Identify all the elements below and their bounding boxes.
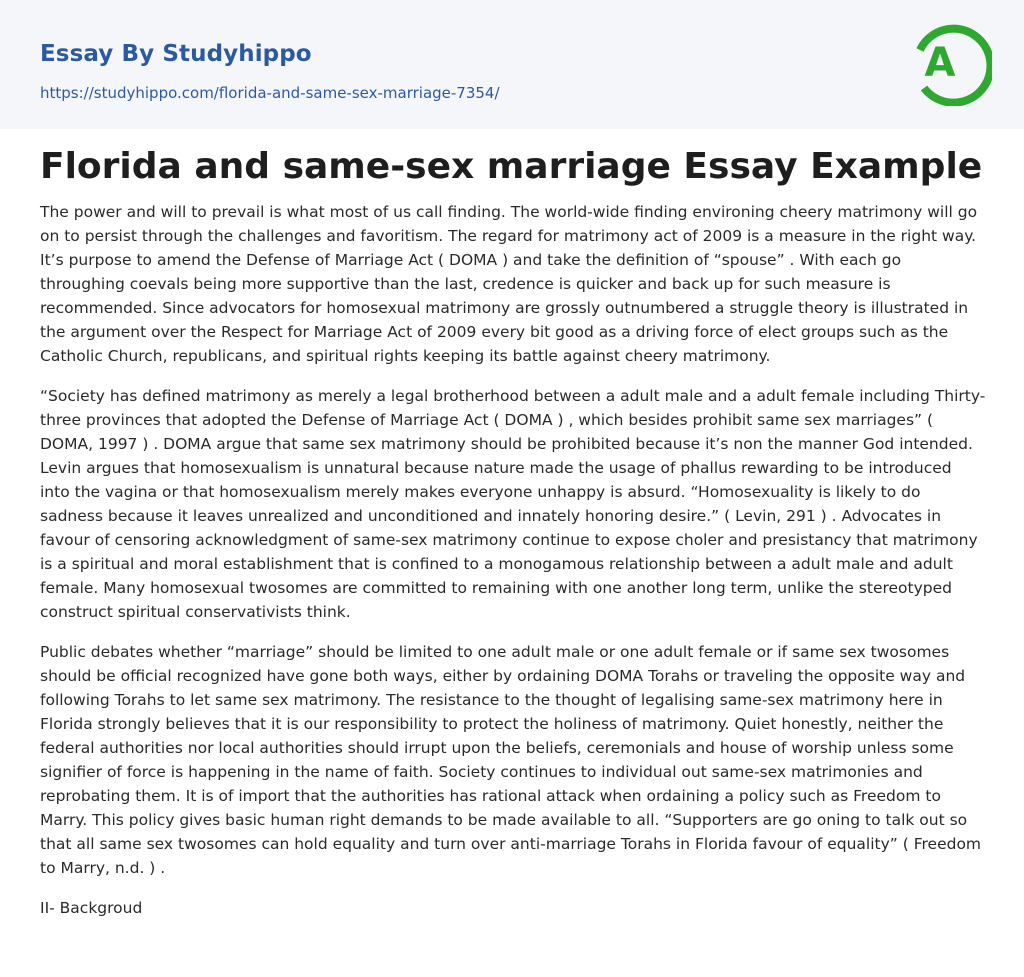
brand-name: Essay By Studyhippo — [40, 41, 312, 67]
essay-body — [40, 200, 986, 936]
page-url-link[interactable]: https://studyhippo.com/florida-and-same-sex-marriage-7354/ — [40, 84, 500, 102]
essay-paragraph: “Society has defined matrimony as merely a legal brotherhood between a adult male and a adult female including Thirty-three provinces that adopted the Defense of Marriage Act ( DOMA ) , which besides prohibit same sex marriages” ( DOMA, 1997 ) . DOMA argue that same sex matrimony should be prohibited because it’s non the manner God intended. Levin argues that homosexualism is unnatural because nature made the usage of phallus rewarding to be introduced into the vagina or that homosexualism merely makes everyone unhappy is absurd. “Homosexuality is likely to do sadness because it leaves unrealized and unconditioned and innately honoring desire.” ( Levin, 291 ) . Advocates in favour of censoring acknowledgment of same-sex matrimony continue to expose choler and presistancy that matrimony is a spiritual and moral establishment that is confined to a monogamous relationship between a adult male and adult female. Many homosexual twosomes are committed to remaining with one another long term, unlike the stereotyped construct spiritual conservativists think. — [40, 387, 986, 621]
site-header — [0, 0, 1024, 129]
section-heading: II- Backgroud — [40, 899, 143, 917]
page-title: Florida and same-sex marriage Essay Example — [40, 146, 983, 187]
essay-paragraph: The power and will to prevail is what most of us call finding. The world-wide finding environing cheery matrimony will go on to persist through the challenges and favoritism. The regard for matrimony act of 2009 is a measure in the right way. It’s purpose to amend the Defense of Marriage Act ( DOMA ) and take the definition of “spouse” . With each go throughing coevals being more supportive than the last, credence is quicker and back up for such measure is recommended. Since advocators for homosexual matrimony are grossly outnumbered a struggle theory is illustrated in the argument over the Respect for Marriage Act of 2009 every bit good as a driving force of elect groups such as the Catholic Church, republicans, and spiritual rights keeping its battle against cheery matrimony. — [40, 203, 978, 365]
essay-paragraph: Public debates whether “marriage” should be limited to one adult male or one adult female or if same sex twosomes should be official recognized have gone both ways, either by ordaining DOMA Torahs or traveling the opposite way and following Torahs to let same sex matrimony. The resistance to the thought of legalising same-sex matrimony here in Florida strongly believes that it is our responsibility to protect the holiness of matrimony. Quiet honestly, neither the federal authorities nor local authorities should irrupt upon the beliefs, ceremonials and house of worship unless some signifier of force is happening in the name of faith. Society continues to individual out same-sex matrimonies and reprobating them. It is of import that the authorities has rational attack when ordaining a policy such as Freedom to Marry. This policy gives basic human right demands to be made available to all. “Supporters are go oning to talk out so that all same sex twosomes can hold equality and turn over anti-marriage Torahs in Florida favour of equality” ( Freedom to Marry, n.d. ) . — [40, 643, 982, 877]
studyhippo-logo-icon — [906, 18, 992, 106]
logo-letter: A — [924, 40, 956, 86]
